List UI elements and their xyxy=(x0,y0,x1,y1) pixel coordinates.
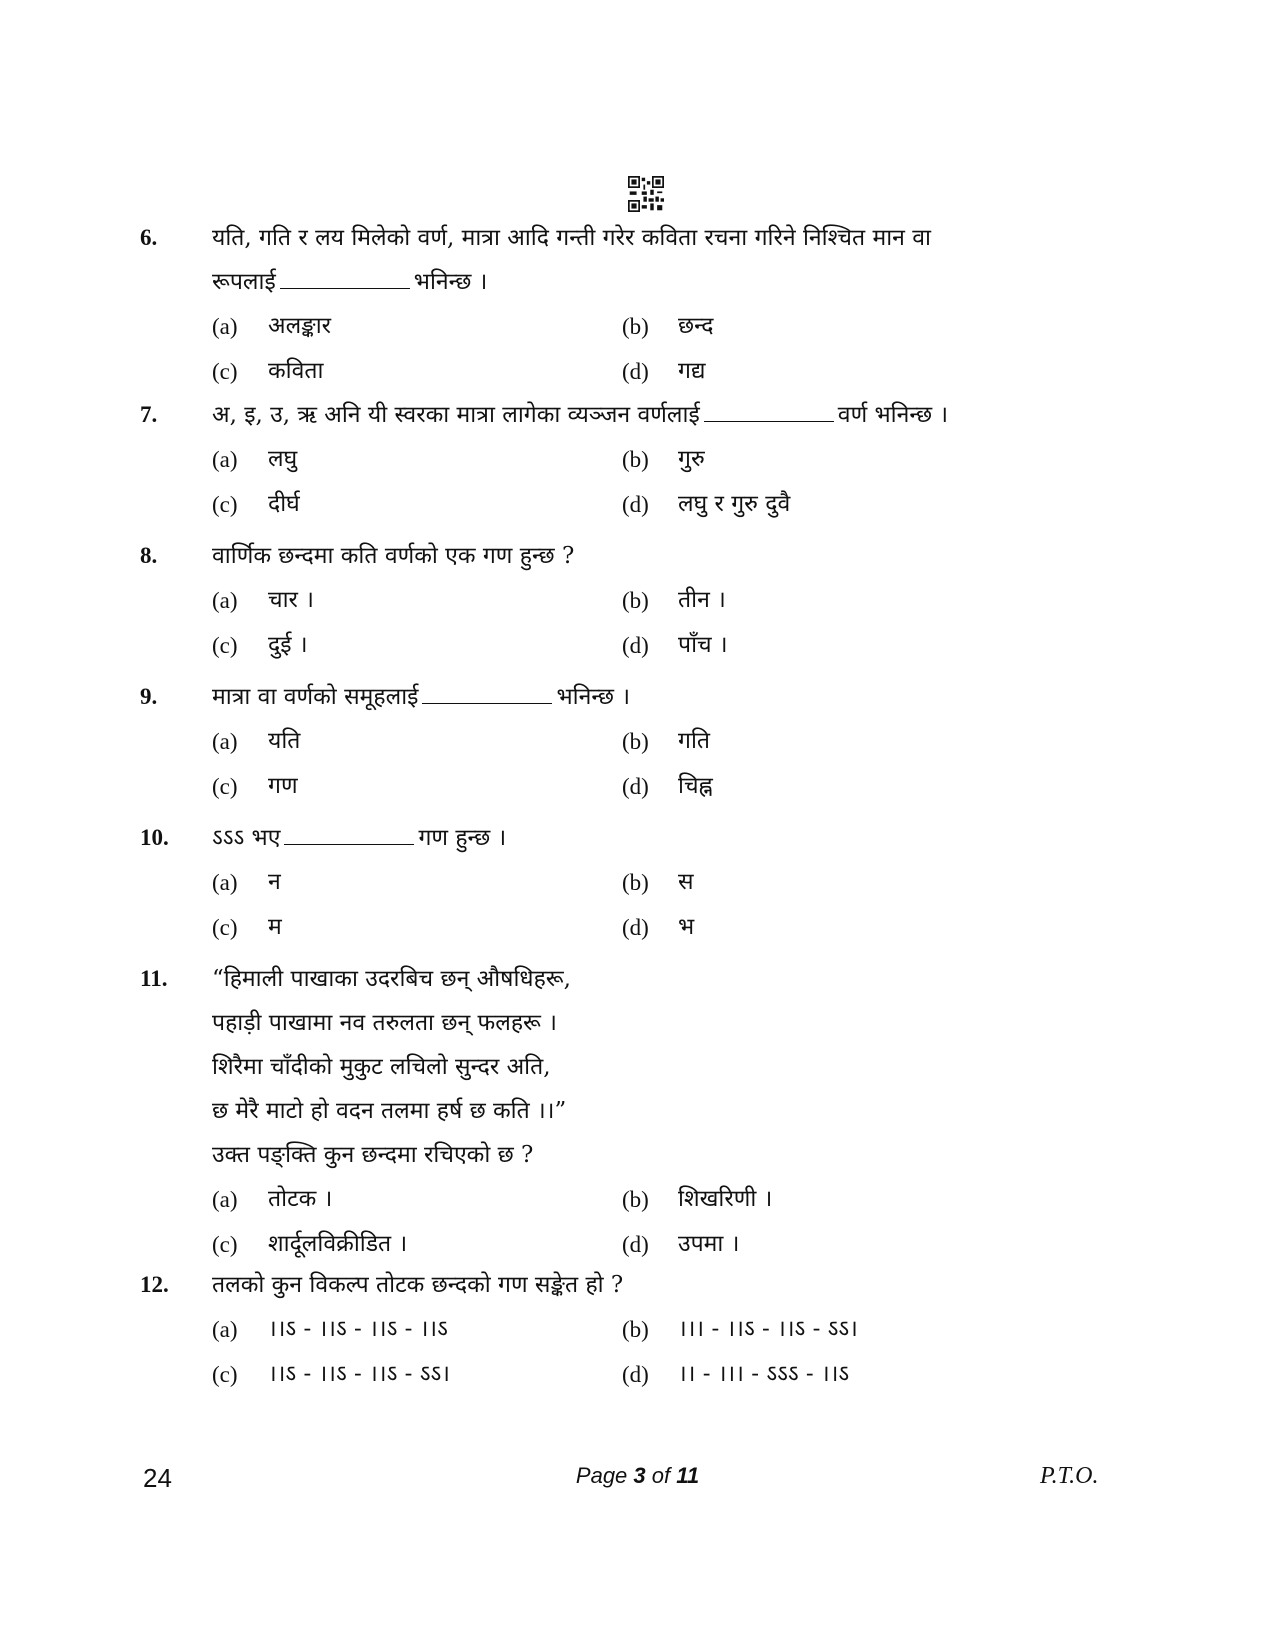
question-line: मात्रा वा वर्णको समूहलाई xyxy=(212,684,419,710)
option-a: (a) अलङ्कार xyxy=(212,313,332,339)
page-number: Page 3 of 11 xyxy=(575,1463,700,1488)
question-10 xyxy=(140,816,1100,950)
option-b: (b) ।।। - ।।ऽ - ।।ऽ - ऽऽ। xyxy=(622,1316,858,1342)
fill-blank xyxy=(284,826,414,845)
option-c: (c) गण xyxy=(212,773,298,799)
option-d: (d) उपमा । xyxy=(622,1231,740,1257)
question-text xyxy=(212,1263,1100,1307)
option-c: (c) म xyxy=(212,914,282,940)
option-b: (b) शिखरिणी । xyxy=(622,1186,773,1212)
page-footer xyxy=(0,1463,1275,1503)
question-text xyxy=(212,957,1100,1177)
option-c: (c) शार्दूलविक्रीडित । xyxy=(212,1231,408,1257)
question-line: रूपलाई xyxy=(212,269,276,295)
question-number: 11. xyxy=(140,966,168,991)
question-line: भनिन्छ । xyxy=(556,684,631,710)
option-b: (b) छन्द xyxy=(622,313,714,339)
question-line: भनिन्छ । xyxy=(413,269,488,295)
question-line: वार्णिक छन्दमा कति वर्णको एक गण हुन्छ ? xyxy=(212,543,575,569)
question-line: यति, गति र लय मिलेको वर्ण, मात्रा आदि गन्ती गरेर कविता रचना गरिने निश्चित मान वा xyxy=(212,225,931,251)
question-12 xyxy=(140,1263,1100,1397)
option-a: (a) ।।ऽ - ।।ऽ - ।।ऽ - ।।ऽ xyxy=(212,1316,448,1342)
option-a: (a) लघु xyxy=(212,446,298,472)
question-9 xyxy=(140,675,1100,809)
option-d: (d) ।। - ।।। - ऽऽऽ - ।।ऽ xyxy=(622,1361,850,1387)
question-text xyxy=(212,216,1100,304)
question-number: 10. xyxy=(140,825,169,850)
poem-line: शिरैमा चाँदीको मुकुट लचिलो सुन्दर अति, xyxy=(212,1054,551,1080)
question-number: 7. xyxy=(140,402,158,427)
paper-code: 24 xyxy=(143,1463,172,1493)
option-a: (a) चार । xyxy=(212,587,314,613)
option-b: (b) तीन । xyxy=(622,587,726,613)
question-line: वर्ण भनिन्छ । xyxy=(837,402,949,428)
question-line: ऽऽऽ भए xyxy=(212,825,281,851)
option-d: (d) पाँच । xyxy=(622,632,728,658)
question-8 xyxy=(140,534,1100,668)
option-b: (b) स xyxy=(622,869,694,895)
poem-line: “हिमाली पाखाका उदरबिच छन् औषधिहरू, xyxy=(212,966,571,992)
question-text xyxy=(212,816,1100,860)
option-a: (a) यति xyxy=(212,728,301,754)
question-line: तलको कुन विकल्प तोटक छन्दको गण सङ्केत हो ? xyxy=(212,1272,624,1298)
option-b: (b) गति xyxy=(622,728,711,754)
question-7 xyxy=(140,393,1100,527)
pto-label: P.T.O. xyxy=(1040,1463,1099,1489)
question-number: 8. xyxy=(140,543,158,568)
question-6 xyxy=(140,216,1100,394)
option-d: (d) लघु र गुरु दुवै xyxy=(622,491,791,517)
option-d: (d) गद्य xyxy=(622,358,706,384)
option-c: (c) दीर्घ xyxy=(212,491,300,517)
question-number: 12. xyxy=(140,1272,169,1297)
question-text xyxy=(212,534,1100,578)
fill-blank xyxy=(422,685,552,704)
option-c: (c) कविता xyxy=(212,358,324,384)
question-text xyxy=(212,675,1100,719)
option-b: (b) गुरु xyxy=(622,446,705,472)
option-a: (a) न xyxy=(212,869,281,895)
option-c: (c) दुई । xyxy=(212,632,308,658)
qr-code-icon xyxy=(628,176,664,212)
option-d: (d) चिह्न xyxy=(622,773,713,799)
fill-blank xyxy=(280,270,410,289)
question-number: 6. xyxy=(140,225,158,250)
poem-line: पहाड़ी पाखामा नव तरुलता छन् फलहरू । xyxy=(212,1010,557,1036)
question-line: अ, इ, उ, ऋ अनि यी स्वरका मात्रा लागेका व्यञ्जन वर्णलाई xyxy=(212,402,700,428)
question-line: गण हुन्छ । xyxy=(418,825,507,851)
option-a: (a) तोटक । xyxy=(212,1186,333,1212)
fill-blank xyxy=(704,403,834,422)
option-d: (d) भ xyxy=(622,914,695,940)
question-text xyxy=(212,393,1100,437)
question-number: 9. xyxy=(140,684,158,709)
question-line: उक्त पङ्क्ति कुन छन्दमा रचिएको छ ? xyxy=(212,1142,534,1168)
question-11 xyxy=(140,957,1100,1267)
option-c: (c) ।।ऽ - ।।ऽ - ।।ऽ - ऽऽ। xyxy=(212,1361,450,1387)
poem-line: छ मेरै माटो हो वदन तलमा हर्ष छ कति ।।” xyxy=(212,1098,567,1124)
